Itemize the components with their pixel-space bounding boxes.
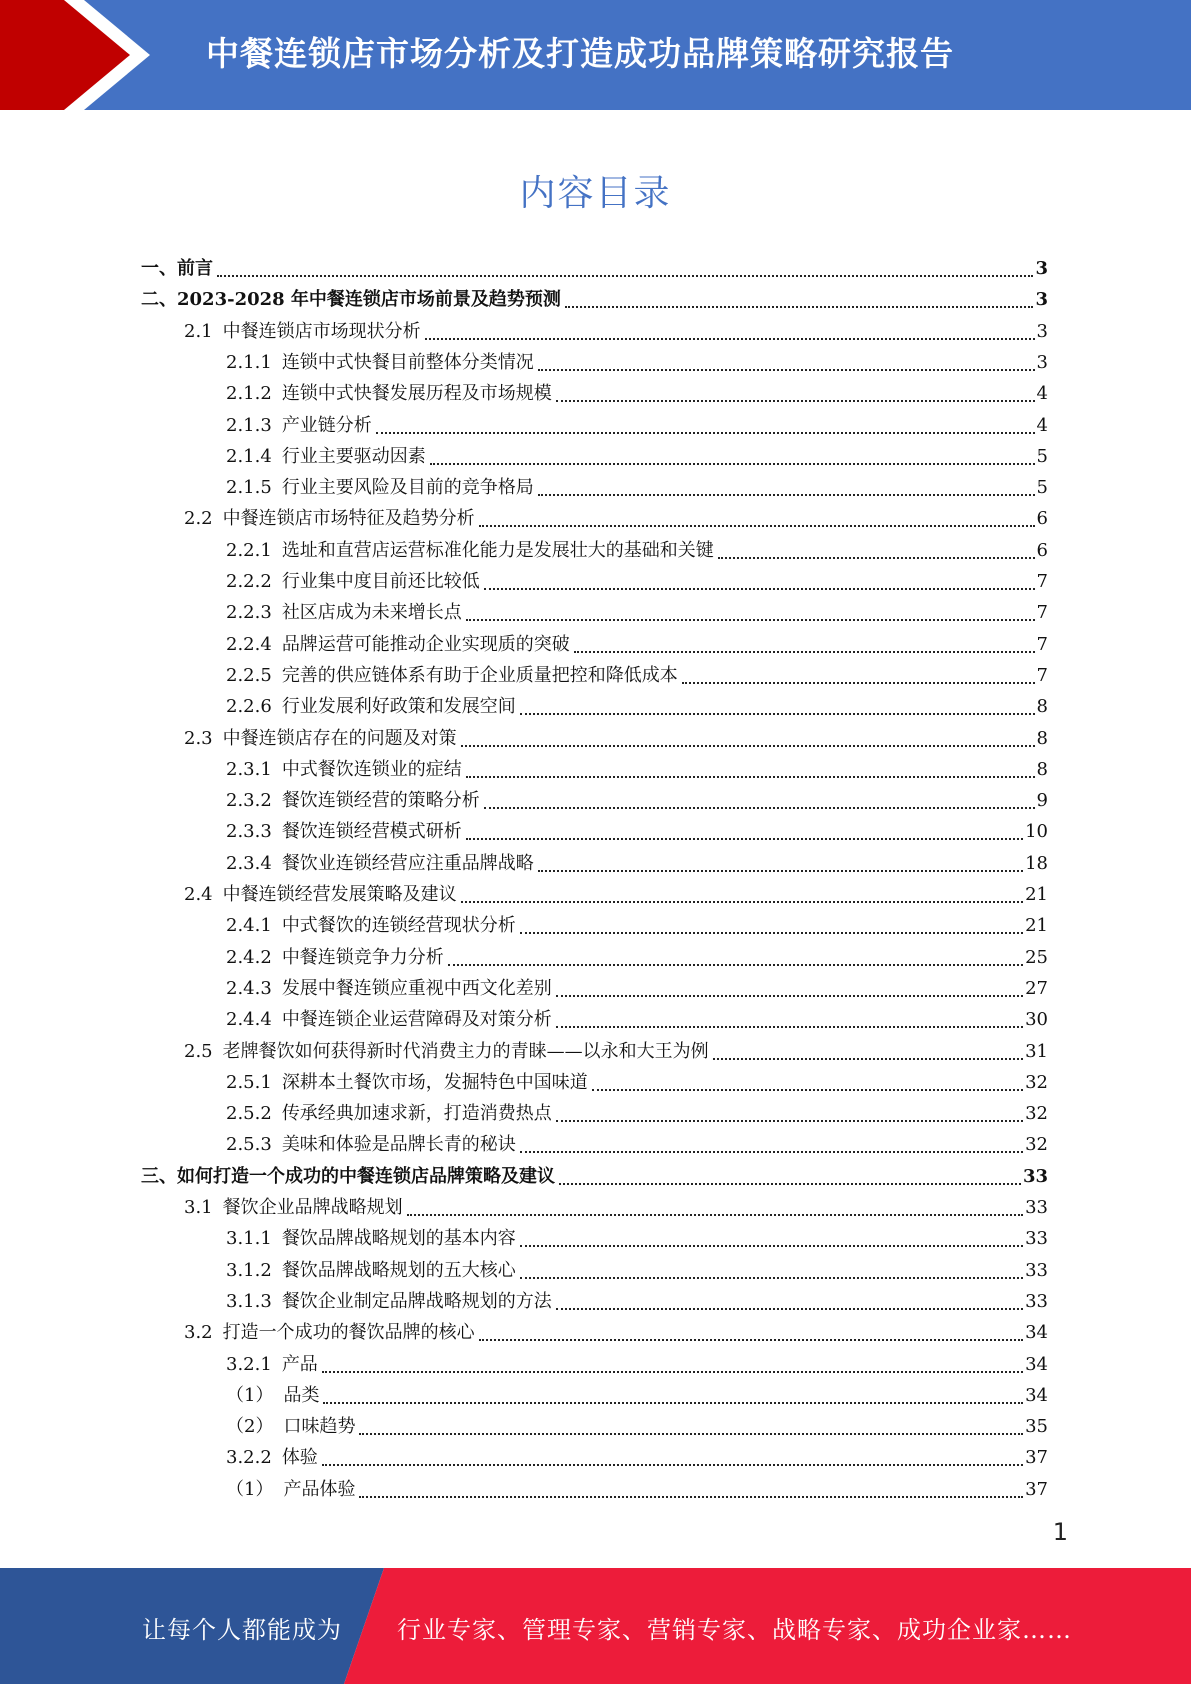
toc-dot-leader: [556, 378, 1035, 402]
toc-entry[interactable]: [226, 472, 1048, 503]
toc-entry-title: 行业主要驱动因素: [281, 445, 426, 467]
toc-entry-title: 打造一个成功的餐饮品牌的核心: [222, 1322, 475, 1344]
toc-entry-number: 3.2.2: [226, 1447, 272, 1469]
toc-entry-page: 3: [1035, 258, 1048, 279]
toc-entry[interactable]: [226, 942, 1048, 973]
toc-dot-leader: [322, 1442, 1023, 1466]
report-title: 中餐连锁店市场分析及打造成功品牌策略研究报告: [206, 34, 954, 73]
toc-entry-page: 30: [1025, 1009, 1048, 1031]
toc-entry-page: 37: [1025, 1478, 1048, 1500]
toc-entry-number: 2.3: [184, 727, 213, 749]
toc-entry-title: 中式餐饮连锁业的症结: [281, 758, 462, 780]
toc-entry[interactable]: [226, 629, 1048, 660]
toc-entry[interactable]: [226, 1255, 1048, 1286]
toc-entry-number: 2.3.1: [226, 758, 272, 780]
toc-entry-title: 餐饮企业制定品牌战略规划的方法: [281, 1290, 552, 1312]
toc-dot-leader: [217, 253, 1033, 277]
toc-entry-page: 21: [1025, 884, 1048, 905]
toc-entry-page: 27: [1025, 977, 1048, 999]
toc-entry-number: 2.2.2: [226, 571, 272, 592]
toc-entry[interactable]: [226, 1067, 1048, 1098]
toc-entry-page: 21: [1025, 915, 1048, 937]
toc-entry-number: 2.2.5: [226, 664, 272, 686]
toc-entry-page: 34: [1025, 1384, 1048, 1406]
toc-entry-title: 中餐连锁店市场特征及趋势分析: [222, 508, 475, 530]
toc-dot-leader: [538, 848, 1023, 872]
toc-entry-page: 37: [1025, 1447, 1048, 1469]
toc-entry-number: 2.2: [184, 508, 213, 530]
toc-entry[interactable]: [226, 347, 1048, 378]
toc-entry-number: 3.1: [184, 1197, 213, 1218]
toc-entry-title: 完善的供应链体系有助于企业质量把控和降低成本: [281, 664, 678, 686]
footer-slogan-left: 让每个人都能成为: [142, 1616, 342, 1644]
toc-entry-title: 餐饮企业品牌战略规划: [222, 1197, 403, 1218]
toc-entry[interactable]: [184, 879, 1048, 910]
toc-entry-title: 餐饮品牌战略规划的五大核心: [281, 1259, 516, 1281]
toc-dot-leader: [713, 1036, 1023, 1060]
toc-dot-leader: [461, 879, 1023, 903]
toc-dot-leader: [592, 1067, 1023, 1091]
toc-entry-title: 体验: [281, 1447, 318, 1469]
toc-entry-page: 7: [1036, 664, 1048, 686]
toc-entry[interactable]: [184, 723, 1048, 754]
toc-dot-leader: [520, 1255, 1023, 1279]
toc-entry-page: 3: [1036, 320, 1048, 342]
toc-entry-title: 产品体验: [283, 1478, 356, 1500]
toc-entry-title: 发展中餐连锁应重视中西文化差别: [281, 977, 552, 999]
toc-entry[interactable]: [226, 1129, 1048, 1160]
toc-entry-page: 33: [1025, 1259, 1048, 1281]
toc-entry-title: 餐饮连锁经营的策略分析: [281, 790, 480, 812]
toc-entry-number: （1）: [226, 1384, 274, 1406]
header-arrow-decoration: [0, 0, 160, 110]
toc-dot-leader: [425, 316, 1035, 340]
toc-entry-page: 9: [1036, 790, 1048, 812]
toc-entry-title: 如何打造一个成功的中餐连锁店品牌策略及建议: [177, 1165, 555, 1187]
toc-entry-page: 18: [1025, 852, 1048, 874]
toc-dot-leader: [359, 1474, 1023, 1498]
toc-entry-page: 6: [1036, 539, 1048, 561]
toc-entry-number: 3.1.1: [226, 1228, 272, 1250]
toc-dot-leader: [520, 691, 1035, 715]
toc-entry-title: 前言: [177, 258, 213, 279]
toc-dot-leader: [559, 1161, 1021, 1185]
toc-entry-page: 7: [1036, 571, 1048, 592]
toc-entry[interactable]: [226, 1004, 1048, 1035]
toc-entry[interactable]: [226, 754, 1048, 785]
toc-dot-leader: [376, 410, 1035, 434]
toc-entry-number: 一、: [141, 258, 177, 279]
toc-entry-title: 连锁中式快餐发展历程及市场规模: [281, 383, 552, 405]
toc-dot-leader: [448, 942, 1023, 966]
toc-entry-page: 8: [1036, 727, 1048, 749]
footer-slogan-right: 行业专家、管理专家、营销专家、战略专家、成功企业家……: [397, 1616, 1072, 1644]
toc-entry-title: 中餐连锁店市场现状分析: [222, 320, 421, 342]
toc-entry-title: 口味趋势: [283, 1416, 356, 1438]
page-number: 1: [1052, 1518, 1068, 1546]
toc-dot-leader: [538, 472, 1035, 496]
toc-entry-title: 餐饮品牌战略规划的基本内容: [281, 1228, 516, 1250]
toc-entry-number: 2.4: [184, 884, 213, 905]
toc-entry-number: 2.5.2: [226, 1103, 272, 1125]
toc-entry-number: 2.3.3: [226, 821, 272, 843]
toc-entry-page: 33: [1025, 1290, 1048, 1312]
toc-entry-page: 31: [1025, 1040, 1048, 1062]
toc-dot-leader: [538, 347, 1035, 371]
toc-entry[interactable]: [184, 1192, 1048, 1223]
toc-entry[interactable]: [226, 597, 1048, 628]
toc-entry-title: 餐饮连锁经营模式研析: [281, 821, 462, 843]
toc-entry-number: 2.3.4: [226, 852, 272, 874]
toc-dot-leader: [484, 566, 1035, 590]
toc-dot-leader: [556, 973, 1023, 997]
toc-dot-leader: [461, 723, 1035, 747]
toc-entry-title: 美味和体验是品牌长青的秘诀: [281, 1134, 516, 1156]
toc-entry[interactable]: [226, 1442, 1048, 1473]
toc-entry-page: 5: [1036, 445, 1048, 467]
toc-entry-number: 2.4.3: [226, 977, 272, 999]
toc-entry-page: 4: [1036, 414, 1048, 436]
toc-entry-number: 2.3.2: [226, 790, 272, 812]
toc-entry-title: 行业主要风险及目前的竞争格局: [281, 477, 534, 499]
toc-entry[interactable]: [226, 1286, 1048, 1317]
toc-entry-number: 三、: [141, 1165, 177, 1187]
toc-entry-number: 2.5.3: [226, 1134, 272, 1156]
toc-entry-number: 2.1: [184, 320, 213, 342]
toc-dot-leader: [520, 1223, 1023, 1247]
toc-dot-leader: [574, 629, 1035, 653]
toc-entry[interactable]: [226, 816, 1048, 847]
toc-entry-title: 深耕本土餐饮市场，发掘特色中国味道: [281, 1071, 588, 1093]
toc-entry-title: 社区店成为未来增长点: [281, 602, 462, 624]
toc-entry-page: 8: [1036, 696, 1048, 718]
toc-entry[interactable]: [226, 378, 1048, 409]
toc-entry-title: 行业发展利好政策和发展空间: [281, 696, 516, 718]
toc-dot-leader: [466, 816, 1023, 840]
toc-dot-leader: [466, 754, 1035, 778]
toc-dot-leader: [520, 910, 1023, 934]
toc-entry[interactable]: [226, 441, 1048, 472]
toc-entry-title: 传承经典加速求新，打造消费热点: [281, 1103, 552, 1125]
toc-dot-leader: [556, 1286, 1023, 1310]
toc-dot-leader: [430, 441, 1035, 465]
toc-entry-page: 8: [1036, 758, 1048, 780]
toc-entry-title: 中餐连锁经营发展策略及建议: [222, 884, 457, 905]
toc-entry-page: 34: [1025, 1322, 1048, 1344]
toc-entry-number: 2.2.4: [226, 633, 272, 655]
toc-entry-page: 34: [1025, 1353, 1048, 1375]
toc-entry-title: 行业集中度目前还比较低: [281, 571, 480, 592]
toc-entry-number: 2.1.1: [226, 351, 272, 373]
toc-dot-leader: [359, 1411, 1023, 1435]
toc-entry-page: 33: [1025, 1197, 1048, 1218]
toc-entry-title: 中餐连锁竞争力分析: [281, 946, 444, 968]
toc-entry[interactable]: [226, 1474, 1048, 1505]
toc-entry-title: 产业链分析: [281, 414, 372, 436]
toc-entry-page: 3: [1036, 351, 1048, 373]
toc-entry-page: 6: [1036, 508, 1048, 530]
header-banner: [0, 0, 1191, 110]
toc-entry-number: 二、: [141, 289, 177, 311]
toc-entry[interactable]: [141, 253, 1048, 284]
toc-entry-title: 品类: [283, 1384, 320, 1406]
toc-entry-page: 10: [1025, 821, 1048, 843]
toc-entry[interactable]: [226, 410, 1048, 441]
toc-entry-page: 33: [1022, 1165, 1048, 1187]
toc-entry[interactable]: [226, 535, 1048, 566]
toc-entry-number: 2.4.2: [226, 946, 272, 968]
toc-entry-number: 3.2.1: [226, 1353, 272, 1375]
toc-entry-number: 2.1.2: [226, 383, 272, 405]
toc-entry[interactable]: [226, 910, 1048, 941]
toc-entry-page: 5: [1036, 477, 1048, 499]
toc-dot-leader: [479, 503, 1035, 527]
toc-entry-page: 7: [1036, 602, 1048, 624]
toc-entry[interactable]: [226, 691, 1048, 722]
toc-entry-page: 35: [1025, 1416, 1048, 1438]
toc-entry-page: 25: [1025, 946, 1048, 968]
toc-entry-page: 3: [1035, 289, 1048, 311]
toc-entry-number: 3.1.3: [226, 1290, 272, 1312]
toc-entry-title: 中餐连锁店存在的问题及对策: [222, 727, 457, 749]
toc-dot-leader: [565, 284, 1034, 308]
toc-entry[interactable]: [141, 284, 1048, 315]
toc-entry-title: 产品: [281, 1353, 318, 1375]
toc-entry[interactable]: [226, 973, 1048, 1004]
toc-entry[interactable]: [226, 848, 1048, 879]
toc-entry[interactable]: [226, 1349, 1048, 1380]
toc-dot-leader: [556, 1098, 1023, 1122]
toc-entry-number: （2）: [226, 1416, 274, 1438]
toc-entry-number: 3.1.2: [226, 1259, 272, 1281]
toc-entry[interactable]: [184, 316, 1048, 347]
toc-entry-title: 餐饮业连锁经营应注重品牌战略: [281, 852, 534, 874]
toc-heading: 内容目录: [519, 173, 672, 214]
toc-entry-number: 2.2.6: [226, 696, 272, 718]
toc-entry[interactable]: [226, 1098, 1048, 1129]
footer-banner: [0, 1568, 1191, 1684]
toc-entry[interactable]: [226, 1411, 1048, 1442]
toc-entry-page: 7: [1036, 633, 1048, 655]
toc-entry-page: 33: [1025, 1228, 1048, 1250]
toc-dot-leader: [682, 660, 1035, 684]
toc-entry-title: 连锁中式快餐目前整体分类情况: [281, 351, 534, 373]
toc-entry[interactable]: [226, 1380, 1048, 1411]
toc-entry[interactable]: [184, 1036, 1048, 1067]
toc-entry[interactable]: [184, 1317, 1048, 1348]
toc-entry-number: 2.1.5: [226, 477, 272, 499]
toc-entry[interactable]: [226, 785, 1048, 816]
toc-entry-number: 2.1.3: [226, 414, 272, 436]
toc-dot-leader: [407, 1192, 1023, 1216]
toc-entry-title: 选址和直营店运营标准化能力是发展壮大的基础和关键: [281, 539, 714, 561]
toc-dot-leader: [718, 535, 1035, 559]
toc-dot-leader: [520, 1129, 1023, 1153]
toc-dot-leader: [323, 1380, 1023, 1404]
toc-entry-number: 2.5.1: [226, 1071, 272, 1093]
toc-dot-leader: [556, 1004, 1023, 1028]
toc-dot-leader: [484, 785, 1035, 809]
toc-entry-number: （1）: [226, 1478, 274, 1500]
toc-entry-title: 2023-2028 年中餐连锁店市场前景及趋势预测: [177, 289, 561, 311]
toc-entry-title: 中餐连锁企业运营障碍及对策分析: [281, 1009, 552, 1031]
toc-entry[interactable]: [226, 1223, 1048, 1254]
toc-entry[interactable]: [184, 503, 1048, 534]
toc-entry-number: 2.5: [184, 1040, 213, 1062]
toc-dot-leader: [322, 1349, 1023, 1373]
toc-entry-title: 老牌餐饮如何获得新时代消费主力的青睐——以永和大王为例: [222, 1040, 709, 1062]
toc-entry-title: 中式餐饮的连锁经营现状分析: [281, 915, 516, 937]
toc-entry-number: 2.4.4: [226, 1009, 272, 1031]
toc-entry[interactable]: [141, 1161, 1048, 1192]
toc-dot-leader: [479, 1317, 1023, 1341]
toc-dot-leader: [466, 597, 1035, 621]
toc-entry-number: 2.2.1: [226, 539, 272, 561]
toc-entry-page: 32: [1025, 1103, 1048, 1125]
toc-entry-number: 2.1.4: [226, 445, 272, 467]
toc-entry-page: 4: [1036, 383, 1048, 405]
toc-entry[interactable]: [226, 566, 1048, 597]
toc-entry-title: 品牌运营可能推动企业实现质的突破: [281, 633, 570, 655]
toc-entry-number: 3.2: [184, 1322, 213, 1344]
toc-entry[interactable]: [226, 660, 1048, 691]
toc-entry-page: 32: [1025, 1071, 1048, 1093]
toc-entry-number: 2.2.3: [226, 602, 272, 624]
toc-entry-page: 32: [1025, 1134, 1048, 1156]
toc-entry-number: 2.4.1: [226, 915, 272, 937]
